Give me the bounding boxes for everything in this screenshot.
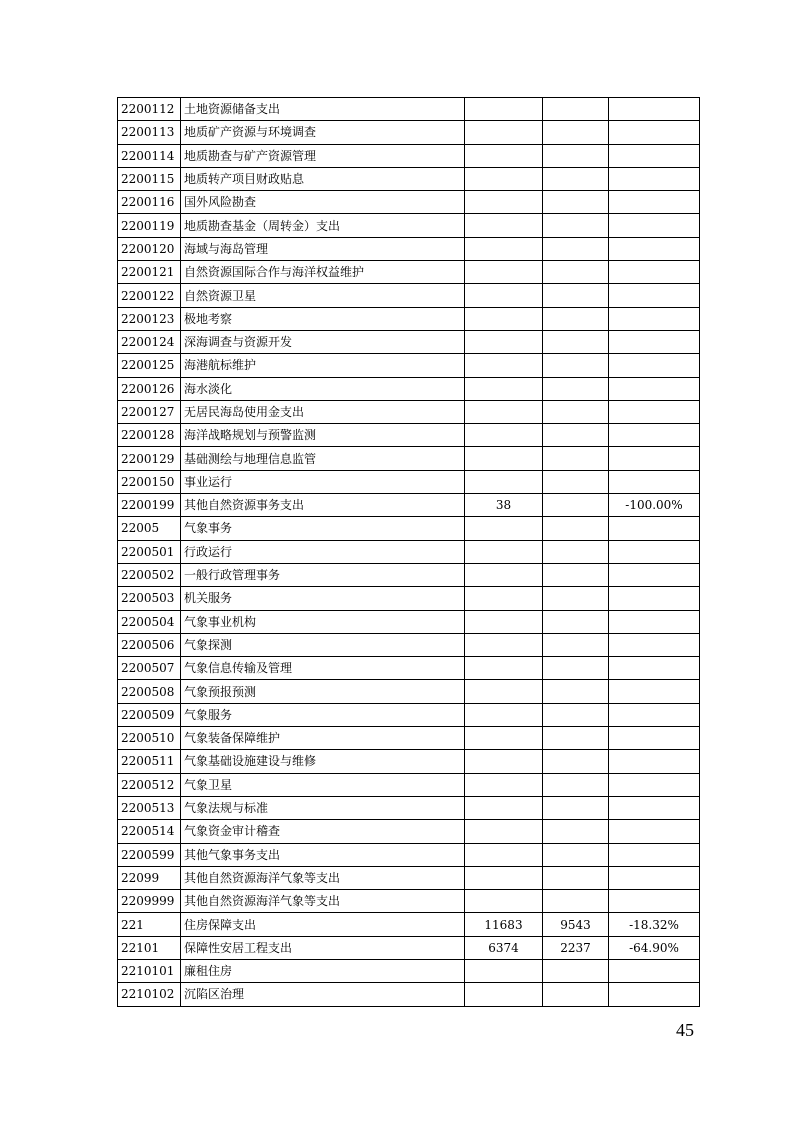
table-row (118, 307, 700, 330)
cell-name: 其他气象事务支出 (181, 843, 465, 866)
cell-value-1 (465, 330, 543, 353)
table-row (118, 377, 700, 400)
cell-value-2 (543, 144, 609, 167)
table-row (118, 330, 700, 353)
cell-name: 住房保障支出 (181, 913, 465, 936)
cell-change-rate (609, 959, 700, 982)
cell-value-1 (465, 796, 543, 819)
cell-change-rate (609, 610, 700, 633)
cell-name: 自然资源卫星 (181, 284, 465, 307)
cell-name: 无居民海岛使用金支出 (181, 400, 465, 423)
cell-change-rate (609, 284, 700, 307)
cell-value-1 (465, 284, 543, 307)
cell-code: 2200119 (118, 214, 181, 237)
table-row (118, 191, 700, 214)
cell-code: 2200113 (118, 121, 181, 144)
cell-name: 其他自然资源事务支出 (181, 494, 465, 517)
cell-change-rate (609, 121, 700, 144)
cell-name: 气象事业机构 (181, 610, 465, 633)
cell-value-2 (543, 820, 609, 843)
cell-name: 气象事务 (181, 517, 465, 540)
cell-code: 2200512 (118, 773, 181, 796)
cell-value-1 (465, 214, 543, 237)
table-row (118, 633, 700, 656)
cell-value-1 (465, 98, 543, 121)
cell-name: 其他自然资源海洋气象等支出 (181, 866, 465, 889)
table-row (118, 237, 700, 260)
cell-value-1 (465, 121, 543, 144)
cell-code: 2210102 (118, 983, 181, 1006)
table-row (118, 680, 700, 703)
cell-name: 自然资源国际合作与海洋权益维护 (181, 261, 465, 284)
table-row (118, 517, 700, 540)
cell-change-rate (609, 400, 700, 423)
table-row (118, 261, 700, 284)
cell-value-1 (465, 843, 543, 866)
cell-value-1 (465, 866, 543, 889)
cell-value-1 (465, 820, 543, 843)
cell-value-2 (543, 494, 609, 517)
cell-value-1 (465, 400, 543, 423)
cell-change-rate (609, 424, 700, 447)
cell-change-rate (609, 983, 700, 1006)
cell-value-1 (465, 261, 543, 284)
table-row (118, 750, 700, 773)
cell-value-1 (465, 890, 543, 913)
cell-change-rate (609, 796, 700, 819)
cell-name: 海水淡化 (181, 377, 465, 400)
table-row (118, 703, 700, 726)
cell-change-rate (609, 517, 700, 540)
table-row (118, 820, 700, 843)
cell-value-1 (465, 563, 543, 586)
cell-value-2 (543, 843, 609, 866)
table-row (118, 284, 700, 307)
cell-name: 廉租住房 (181, 959, 465, 982)
cell-name: 机关服务 (181, 587, 465, 610)
cell-change-rate (609, 470, 700, 493)
cell-code: 2200126 (118, 377, 181, 400)
cell-code: 2200199 (118, 494, 181, 517)
cell-code: 221 (118, 913, 181, 936)
cell-value-1 (465, 191, 543, 214)
cell-value-2 (543, 983, 609, 1006)
cell-value-2 (543, 447, 609, 470)
cell-change-rate (609, 330, 700, 353)
cell-code: 2209999 (118, 890, 181, 913)
table-row (118, 796, 700, 819)
table-row (118, 773, 700, 796)
cell-change-rate (609, 820, 700, 843)
cell-code: 2200120 (118, 237, 181, 260)
cell-code: 2200511 (118, 750, 181, 773)
cell-change-rate (609, 750, 700, 773)
cell-code: 2200507 (118, 657, 181, 680)
cell-code: 2200510 (118, 727, 181, 750)
cell-name: 土地资源储备支出 (181, 98, 465, 121)
cell-value-1 (465, 470, 543, 493)
cell-change-rate (609, 727, 700, 750)
table-row (118, 424, 700, 447)
cell-value-1 (465, 540, 543, 563)
table-row (118, 144, 700, 167)
cell-code: 2200514 (118, 820, 181, 843)
cell-change-rate (609, 237, 700, 260)
cell-code: 22099 (118, 866, 181, 889)
cell-value-2 (543, 750, 609, 773)
table-row (118, 936, 700, 959)
cell-value-1 (465, 703, 543, 726)
cell-code: 2200503 (118, 587, 181, 610)
cell-value-1 (465, 610, 543, 633)
cell-name: 气象探测 (181, 633, 465, 656)
cell-name: 气象法规与标准 (181, 796, 465, 819)
cell-code: 2200125 (118, 354, 181, 377)
cell-name: 保障性安居工程支出 (181, 936, 465, 959)
cell-code: 2200127 (118, 400, 181, 423)
cell-change-rate (609, 890, 700, 913)
cell-value-2 (543, 633, 609, 656)
cell-name: 行政运行 (181, 540, 465, 563)
cell-name: 海港航标维护 (181, 354, 465, 377)
cell-value-1 (465, 447, 543, 470)
cell-value-2 (543, 191, 609, 214)
cell-change-rate: -18.32% (609, 913, 700, 936)
cell-change-rate (609, 843, 700, 866)
cell-name: 国外风险勘查 (181, 191, 465, 214)
cell-name: 海域与海岛管理 (181, 237, 465, 260)
cell-name: 气象装备保障维护 (181, 727, 465, 750)
table-row (118, 913, 700, 936)
cell-code: 2200509 (118, 703, 181, 726)
cell-value-2 (543, 214, 609, 237)
table-row (118, 563, 700, 586)
cell-value-2 (543, 167, 609, 190)
table-row (118, 400, 700, 423)
cell-value-2 (543, 680, 609, 703)
table-body (118, 98, 700, 1007)
cell-code: 22101 (118, 936, 181, 959)
cell-value-2 (543, 657, 609, 680)
table-row (118, 657, 700, 680)
cell-name: 深海调查与资源开发 (181, 330, 465, 353)
cell-code: 2200513 (118, 796, 181, 819)
cell-change-rate (609, 866, 700, 889)
cell-name: 一般行政管理事务 (181, 563, 465, 586)
table-row (118, 494, 700, 517)
cell-value-2 (543, 400, 609, 423)
cell-value-1 (465, 680, 543, 703)
table-row (118, 587, 700, 610)
cell-value-1 (465, 517, 543, 540)
cell-value-1 (465, 657, 543, 680)
cell-change-rate (609, 98, 700, 121)
cell-value-1 (465, 959, 543, 982)
cell-value-1 (465, 424, 543, 447)
cell-value-2 (543, 773, 609, 796)
cell-change-rate (609, 657, 700, 680)
cell-code: 2200112 (118, 98, 181, 121)
cell-name: 其他自然资源海洋气象等支出 (181, 890, 465, 913)
cell-value-2 (543, 121, 609, 144)
cell-value-1 (465, 633, 543, 656)
cell-name: 极地考察 (181, 307, 465, 330)
cell-name: 气象预报预测 (181, 680, 465, 703)
cell-value-2 (543, 307, 609, 330)
budget-table (117, 97, 700, 1007)
cell-name: 海洋战略规划与预警监测 (181, 424, 465, 447)
cell-value-2 (543, 261, 609, 284)
cell-value-2 (543, 517, 609, 540)
cell-code: 2200506 (118, 633, 181, 656)
cell-name: 事业运行 (181, 470, 465, 493)
table-row (118, 983, 700, 1006)
cell-code: 22005 (118, 517, 181, 540)
page-number: 45 (676, 1020, 694, 1040)
cell-value-2 (543, 330, 609, 353)
cell-change-rate (609, 261, 700, 284)
cell-name: 气象服务 (181, 703, 465, 726)
cell-value-1 (465, 983, 543, 1006)
table-row (118, 214, 700, 237)
cell-value-1 (465, 773, 543, 796)
table-row (118, 540, 700, 563)
table-row (118, 843, 700, 866)
cell-value-2 (543, 98, 609, 121)
cell-value-1: 11683 (465, 913, 543, 936)
cell-change-rate (609, 563, 700, 586)
cell-code: 2200115 (118, 167, 181, 190)
cell-value-2 (543, 610, 609, 633)
table-row (118, 98, 700, 121)
cell-change-rate (609, 633, 700, 656)
cell-value-2 (543, 377, 609, 400)
cell-code: 2200501 (118, 540, 181, 563)
cell-code: 2200116 (118, 191, 181, 214)
cell-value-1 (465, 727, 543, 750)
cell-value-2 (543, 563, 609, 586)
cell-change-rate (609, 191, 700, 214)
cell-value-2 (543, 470, 609, 493)
cell-code: 2200599 (118, 843, 181, 866)
cell-value-2: 9543 (543, 913, 609, 936)
cell-value-1 (465, 354, 543, 377)
table-row (118, 890, 700, 913)
cell-value-1 (465, 144, 543, 167)
table-row (118, 167, 700, 190)
table-row (118, 470, 700, 493)
cell-value-1 (465, 750, 543, 773)
cell-value-2 (543, 424, 609, 447)
cell-change-rate: -64.90% (609, 936, 700, 959)
cell-value-2 (543, 354, 609, 377)
cell-value-2 (543, 703, 609, 726)
cell-value-2 (543, 587, 609, 610)
cell-change-rate (609, 144, 700, 167)
cell-change-rate (609, 703, 700, 726)
cell-value-1: 6374 (465, 936, 543, 959)
cell-change-rate (609, 377, 700, 400)
table-row (118, 610, 700, 633)
table-row (118, 121, 700, 144)
cell-change-rate (609, 773, 700, 796)
cell-change-rate (609, 214, 700, 237)
cell-value-1 (465, 307, 543, 330)
cell-name: 地质勘查与矿产资源管理 (181, 144, 465, 167)
cell-code: 2200124 (118, 330, 181, 353)
cell-change-rate (609, 680, 700, 703)
cell-value-2 (543, 237, 609, 260)
cell-name: 气象基础设施建设与维修 (181, 750, 465, 773)
cell-code: 2200129 (118, 447, 181, 470)
cell-name: 沉陷区治理 (181, 983, 465, 1006)
cell-value-1 (465, 587, 543, 610)
cell-change-rate (609, 307, 700, 330)
cell-change-rate (609, 587, 700, 610)
cell-value-2 (543, 540, 609, 563)
cell-change-rate (609, 447, 700, 470)
cell-code: 2200502 (118, 563, 181, 586)
cell-code: 2200150 (118, 470, 181, 493)
table-row (118, 354, 700, 377)
cell-value-2 (543, 727, 609, 750)
cell-name: 基础测绘与地理信息监管 (181, 447, 465, 470)
cell-value-2 (543, 959, 609, 982)
cell-value-2 (543, 284, 609, 307)
table-row (118, 447, 700, 470)
table-row (118, 866, 700, 889)
cell-code: 2200122 (118, 284, 181, 307)
cell-code: 2200128 (118, 424, 181, 447)
cell-value-2 (543, 796, 609, 819)
cell-value-1 (465, 237, 543, 260)
cell-value-2 (543, 890, 609, 913)
table-row (118, 959, 700, 982)
cell-name: 地质矿产资源与环境调查 (181, 121, 465, 144)
cell-value-2 (543, 866, 609, 889)
cell-change-rate (609, 540, 700, 563)
cell-name: 气象信息传输及管理 (181, 657, 465, 680)
cell-value-1: 38 (465, 494, 543, 517)
cell-code: 2200114 (118, 144, 181, 167)
cell-value-2: 2237 (543, 936, 609, 959)
cell-code: 2200121 (118, 261, 181, 284)
table-row (118, 727, 700, 750)
cell-name: 地质转产项目财政贴息 (181, 167, 465, 190)
cell-code: 2210101 (118, 959, 181, 982)
cell-code: 2200123 (118, 307, 181, 330)
cell-change-rate (609, 354, 700, 377)
cell-value-1 (465, 377, 543, 400)
cell-code: 2200508 (118, 680, 181, 703)
cell-code: 2200504 (118, 610, 181, 633)
cell-name: 地质勘查基金（周转金）支出 (181, 214, 465, 237)
cell-name: 气象卫星 (181, 773, 465, 796)
cell-value-1 (465, 167, 543, 190)
cell-name: 气象资金审计稽查 (181, 820, 465, 843)
cell-change-rate: -100.00% (609, 494, 700, 517)
cell-change-rate (609, 167, 700, 190)
